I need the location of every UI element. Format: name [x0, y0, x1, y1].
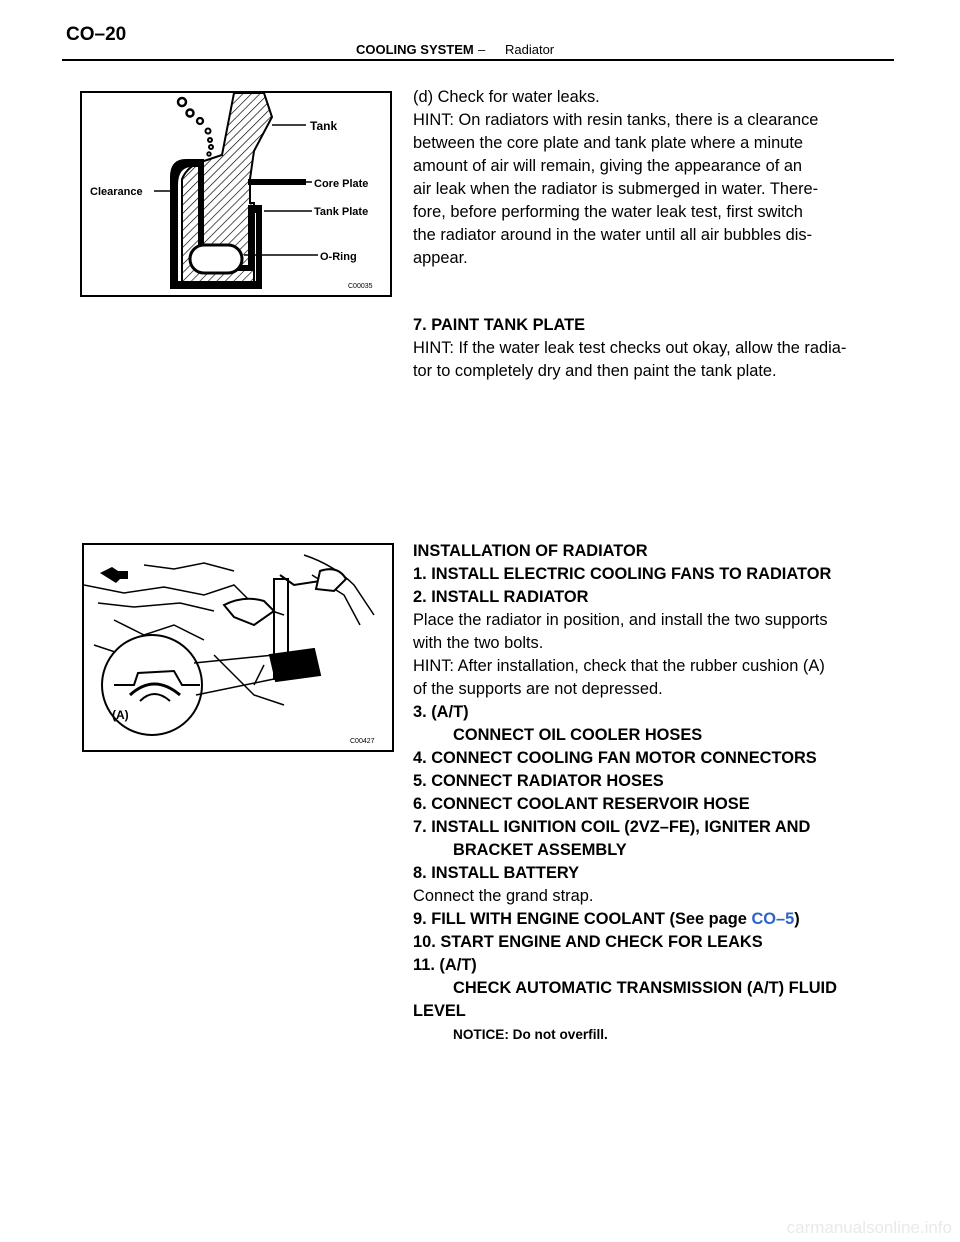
hand-tool: [224, 569, 346, 681]
o-ring-label: O-Ring: [320, 251, 357, 263]
header-topic: Radiator: [505, 42, 555, 57]
step-heading: 2. INSTALL RADIATOR: [413, 588, 589, 606]
o-ring-shape: [190, 245, 242, 273]
header-rule: [62, 59, 894, 61]
step-heading: 3. (A/T): [413, 703, 469, 721]
step-heading: [413, 908, 837, 931]
paragraph-line: amount of air will remain, giving the appearance of an: [413, 157, 803, 175]
paragraph-line: (d) Check for water leaks.: [413, 88, 600, 106]
tank-clearance-figure: [80, 91, 392, 297]
watermark: carmanualsonline.info: [786, 1218, 952, 1237]
figure-code: C00427: [350, 738, 375, 745]
figure-code: C00035: [348, 283, 373, 290]
core-plate-shape: [248, 179, 306, 185]
step-heading: 7. PAINT TANK PLATE: [413, 316, 586, 334]
paragraph-line: Connect the grand strap.: [413, 887, 594, 905]
paragraph-line: with the two bolts.: [413, 634, 544, 652]
paragraph-line: appear.: [413, 249, 468, 267]
leak-check-block: [413, 86, 818, 270]
paragraph-line: Place the radiator in position, and install the two supports: [413, 611, 828, 629]
step-subheading: BRACKET ASSEMBLY: [453, 841, 627, 859]
paragraph-line: HINT: On radiators with resin tanks, there is a clearance: [413, 111, 819, 129]
step-heading: 10. START ENGINE AND CHECK FOR LEAKS: [413, 933, 763, 951]
paint-tank-block: [413, 314, 846, 383]
detail-callout: [102, 635, 274, 735]
page-link[interactable]: CO–5: [751, 910, 795, 928]
step-heading: 6. CONNECT COOLANT RESERVOIR HOSE: [413, 795, 750, 813]
step-heading: 8. INSTALL BATTERY: [413, 864, 580, 882]
header-separator: –: [478, 42, 486, 57]
paragraph-line: of the supports are not depressed.: [413, 680, 663, 698]
step-subheading: LEVEL: [413, 1002, 466, 1020]
notice-text: NOTICE: Do not overfill.: [453, 1027, 608, 1042]
paragraph-line: HINT: After installation, check that the rubber cushion (A): [413, 657, 825, 675]
paragraph-line: between the core plate and tank plate where a minute: [413, 134, 803, 152]
air-bubbles: [178, 98, 213, 156]
page-number: CO–20: [66, 24, 127, 45]
paragraph-line: tor to completely dry and then paint the tank plate.: [413, 362, 777, 380]
step-heading: 7. INSTALL IGNITION COIL (2VZ–FE), IGNITER AND: [413, 818, 811, 836]
cushion-label: (A): [112, 708, 129, 722]
step-subheading: CHECK AUTOMATIC TRANSMISSION (A/T) FLUID: [453, 979, 837, 997]
step-suffix: ): [794, 910, 800, 928]
paragraph-line: fore, before performing the water leak test, first switch: [413, 203, 803, 221]
step-heading: 1. INSTALL ELECTRIC COOLING FANS TO RADIATOR: [413, 565, 832, 583]
core-plate-label: Core Plate: [314, 178, 369, 190]
header-section: COOLING SYSTEM: [356, 42, 474, 57]
connector-detail: [100, 567, 128, 583]
clearance-label: Clearance: [90, 186, 143, 198]
step-subheading: CONNECT OIL COOLER HOSES: [453, 726, 703, 744]
tank-label: Tank: [310, 119, 338, 133]
section-title: INSTALLATION OF RADIATOR: [413, 542, 648, 560]
paragraph-line: the radiator around in the water until all air bubbles dis-: [413, 226, 813, 244]
radiator-install-figure: [82, 543, 394, 752]
paragraph-line: air leak when the radiator is submerged in water. There-: [413, 180, 819, 198]
step-heading: 4. CONNECT COOLING FAN MOTOR CONNECTORS: [413, 749, 817, 767]
tank-plate-label: Tank Plate: [314, 206, 369, 218]
installation-block: [413, 540, 837, 1046]
step-prefix: 9. FILL WITH ENGINE COOLANT (See page: [413, 910, 752, 928]
step-heading: 11. (A/T): [413, 956, 477, 974]
paragraph-line: HINT: If the water leak test checks out okay, allow the radia-: [413, 339, 847, 357]
step-heading: 5. CONNECT RADIATOR HOSES: [413, 772, 664, 790]
